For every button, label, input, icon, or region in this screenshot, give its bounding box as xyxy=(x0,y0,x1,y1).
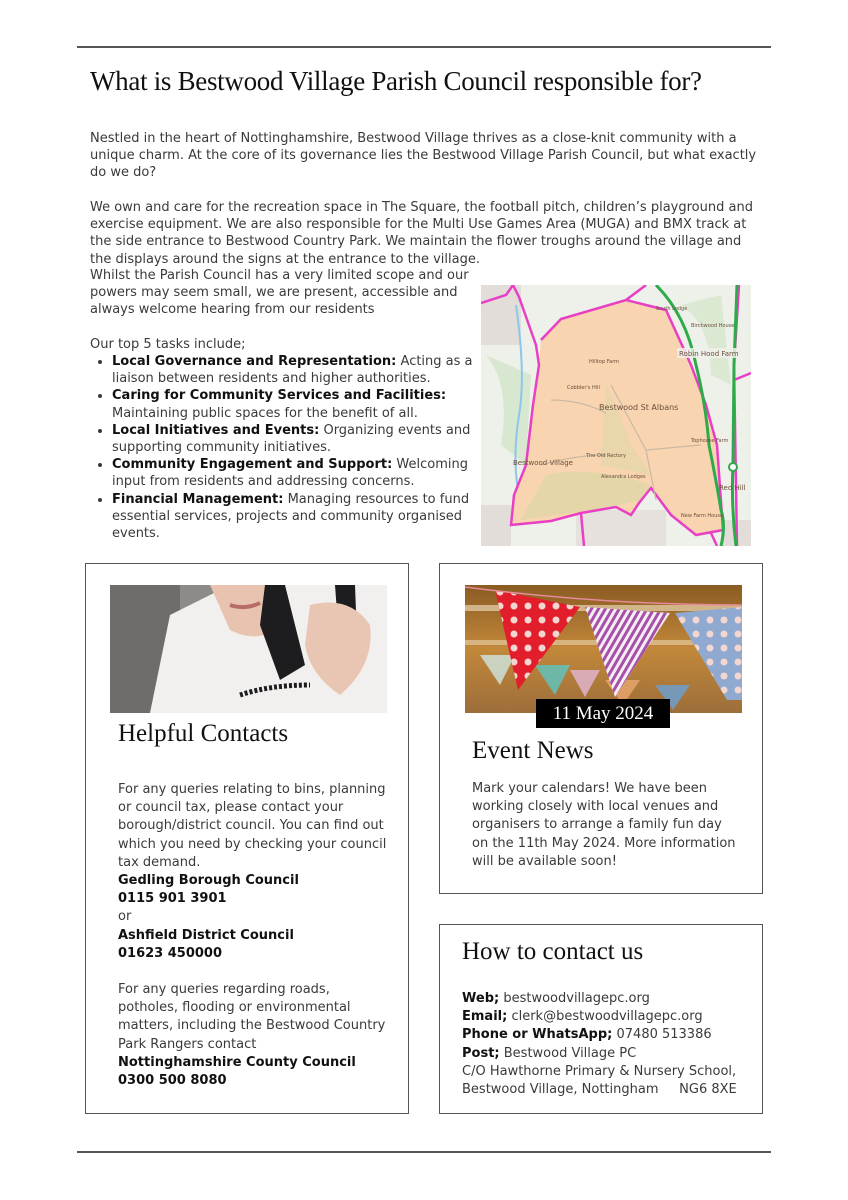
page-title: What is Bestwood Village Parish Council responsible for? xyxy=(90,66,702,96)
intro-paragraph-3: Whilst the Parish Council has a very limited scope and our powers may seem small, we are present, accessible and always welcome hearing from our residents xyxy=(90,268,469,318)
helpful-contacts-heading: Helpful Contacts xyxy=(118,720,289,747)
task-title: Local Governance and Representation: xyxy=(112,354,397,369)
task-text: Welcoming input from residents and addressing concerns. xyxy=(112,457,468,490)
tasks-list xyxy=(90,353,502,542)
map-label: Hilltop Farm xyxy=(589,359,620,365)
contact-us-details xyxy=(462,990,757,1099)
map-label: Bestwood St Albans xyxy=(599,403,679,412)
phone-row xyxy=(462,1026,757,1044)
task-item xyxy=(112,353,502,387)
task-title: Financial Management: xyxy=(112,491,284,507)
map-label: Alexandra Lodges xyxy=(601,474,646,480)
task-title: Caring for Community Services and Facilities: xyxy=(112,388,447,404)
task-title: Local Initiatives and Events: xyxy=(112,422,320,438)
council-name: Nottinghamshire County Council xyxy=(118,1054,356,1070)
task-text: Acting as a liaison between residents and higher authorities. xyxy=(112,354,473,387)
event-news-heading: Event News xyxy=(472,737,594,764)
bunting-photo xyxy=(465,585,742,713)
phone-label: Phone or WhatsApp; xyxy=(462,1027,613,1043)
map-label: Birchwood House xyxy=(691,323,735,329)
map-label: Red Hill xyxy=(719,484,746,492)
address-line: C/O Hawthorne Primary & Nursery School, xyxy=(462,1063,737,1079)
map-label: New Farm House xyxy=(681,513,724,519)
tasks-intro: Our top 5 tasks include; xyxy=(90,337,246,352)
task-text: Organizing events and supporting community initiatives. xyxy=(112,422,471,456)
top-divider xyxy=(77,46,771,48)
address-line: Bestwood Village, Nottingham NG6 8XE xyxy=(462,1082,737,1098)
map-label: Bestwood Village xyxy=(513,459,573,467)
email-link[interactable]: clerk@bestwoodvillagepc.org xyxy=(507,1009,703,1025)
task-text: Managing resources to fund essential services, projects and community organised events. xyxy=(112,491,470,542)
council-name: Ashfield District Council xyxy=(118,927,294,943)
task-item xyxy=(112,422,502,456)
helpful-contacts-body xyxy=(118,781,388,1090)
council-name: Gedling Borough Council xyxy=(118,873,299,889)
web-link[interactable]: bestwoodvillagepc.org xyxy=(499,991,650,1006)
task-item xyxy=(112,387,502,421)
post-label: Post; xyxy=(462,1045,500,1061)
parish-boundary-map xyxy=(481,285,751,546)
contacts-intro-2: For any queries regarding roads, potholes, flooding or environmental matters, including the Bestwood Country Park Rangers contact xyxy=(118,982,386,1052)
web-label: Web; xyxy=(462,991,500,1006)
event-news-text: Mark your calendars! We have been working closely with local venues and organisers to arrange a family fun day on the 11th May 2024. More information will be available soon! xyxy=(472,781,736,869)
council-phone[interactable]: 01623 450000 xyxy=(118,945,223,961)
or-text: or xyxy=(118,909,132,925)
contact-us-heading: How to contact us xyxy=(462,938,644,965)
map-label: Cobbler's Hill xyxy=(567,385,600,391)
task-item xyxy=(112,456,502,490)
post-value: Bestwood Village PC xyxy=(499,1045,637,1061)
post-row xyxy=(462,1045,757,1063)
event-date-badge: 11 May 2024 xyxy=(536,699,670,728)
intro-paragraph-2: We own and care for the recreation space in The Square, the football pitch, children’s playground and exercise equipment. We are also responsible for the Multi Use Games Area (MUGA) and BMX track at the side entrance to Bestwood Country Park. We maintain the flower troughs around the village and the displays around the signs at the entrance to the village. xyxy=(90,200,753,267)
web-row xyxy=(462,990,757,1008)
email-label: Email; xyxy=(462,1009,508,1025)
bottom-divider xyxy=(77,1151,771,1153)
task-title: Community Engagement and Support: xyxy=(112,457,393,473)
council-phone[interactable]: 0115 901 3901 xyxy=(118,891,227,907)
map-label: Robin Hood Farm xyxy=(679,350,739,358)
task-item xyxy=(112,491,502,543)
map-label: South Lodge xyxy=(656,306,688,312)
map-label: The Old Rectory xyxy=(586,453,627,459)
task-text: Maintaining public spaces for the benefit of all. xyxy=(112,405,418,421)
map-label: Tophouse Farm xyxy=(691,438,729,444)
council-phone[interactable]: 0300 500 8080 xyxy=(118,1073,227,1089)
intro-paragraph-1: Nestled in the heart of Nottinghamshire, Bestwood Village thrives as a close-knit community with a unique charm. At the core of its governance lies the Bestwood Village Parish Council, but what exactly do we do? xyxy=(90,131,757,181)
phone-call-photo xyxy=(110,585,387,713)
contacts-intro: For any queries relating to bins, planning or council tax, please contact your borough/district council. You can find out which you need by checking your council tax demand. xyxy=(118,782,387,870)
phone-number[interactable]: 07480 513386 xyxy=(612,1027,712,1043)
email-row xyxy=(462,1008,757,1026)
